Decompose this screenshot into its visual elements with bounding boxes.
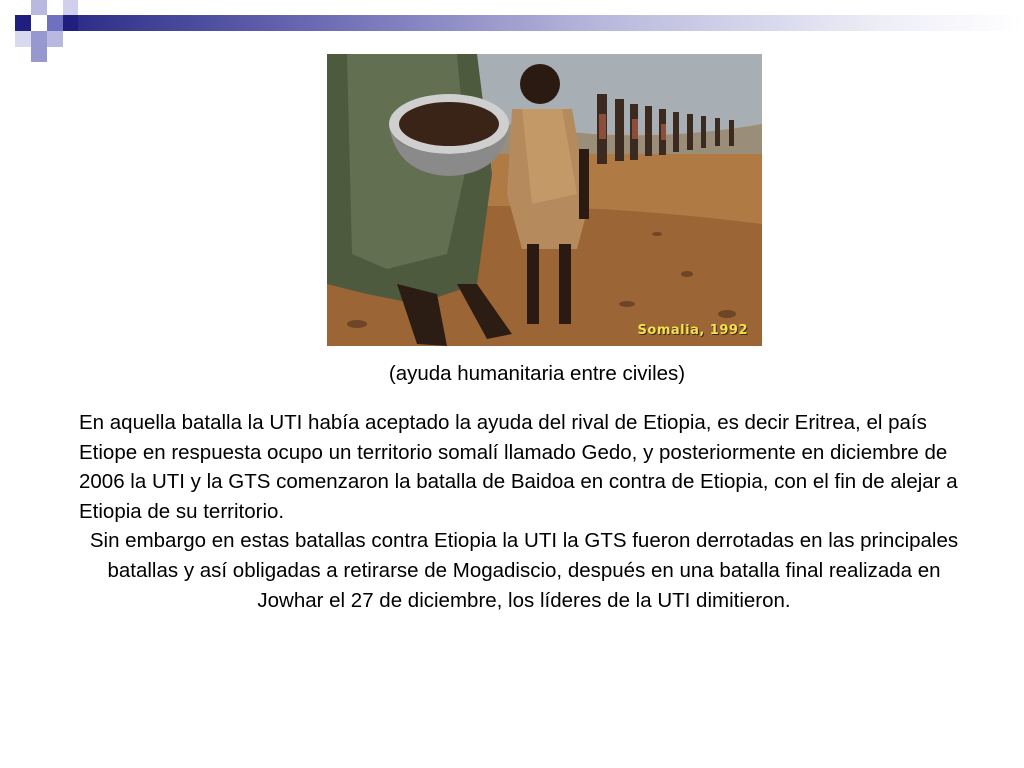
header-gradient-bar (78, 15, 1024, 31)
photo-illustration (327, 54, 762, 346)
decorative-header (0, 0, 1024, 62)
photo-famine-scene (327, 54, 762, 346)
decor-square (15, 31, 31, 47)
paragraph-2: Sin embargo en estas batallas contra Etiopia la UTI la GTS fueron derrotadas en las principales batallas y así obligadas a retirarse de Mogadiscio, después en una batalla final realizada en Jowhar el 27 de diciembre, los líderes de la UTI dimitieron. (89, 529, 959, 612)
decor-square (31, 31, 47, 47)
decor-square (31, 0, 47, 15)
decor-square (15, 15, 31, 31)
paragraph-1: En aquella batalla la UTI había aceptado la ayuda del rival de Etiopia, es decir Eritrea, el país Etiope en respuesta ocupo un territorio somalí llamado Gedo, y posteriormente en diciembre de 2006 la UTI y la GTS comenzaron la batalla de Baidoa en contra de Etiopia, con el fin de alejar a Etiopia de su territorio. (79, 411, 958, 523)
decor-square (63, 0, 78, 15)
decor-square (47, 31, 63, 47)
decor-square (63, 15, 78, 31)
photo-stamp: Somalia, 1992 (637, 323, 748, 338)
body-text (79, 408, 969, 615)
photo-caption: (ayuda humanitaria entre civiles) (388, 362, 686, 385)
decor-square (47, 15, 63, 31)
decor-square (31, 47, 47, 62)
